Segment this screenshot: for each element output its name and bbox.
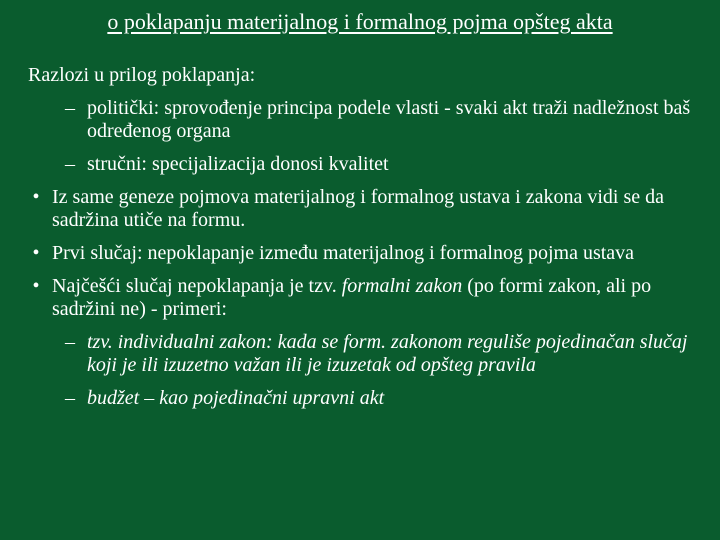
bullet-marker: • (32, 275, 40, 297)
list-item-text: Razlozi u prilog poklapanja: (28, 64, 256, 86)
list-item (28, 97, 708, 143)
list-item (28, 331, 708, 377)
slide-body (28, 64, 708, 420)
dash-marker: – (65, 387, 75, 409)
list-item-text-italic: formalni zakon (341, 275, 463, 297)
bullet-marker: • (32, 242, 40, 264)
bullet-marker: • (32, 186, 40, 208)
dash-marker: – (65, 153, 75, 175)
list-item-text: Iz same geneze pojmova materijalnog i formalnog ustava i zakona vidi se da sadržina utiče na formu. (52, 186, 665, 231)
list-item (28, 387, 708, 410)
dash-marker: – (65, 331, 75, 353)
slide-title: o poklapanju materijalnog i formalnog pojma opšteg akta (107, 9, 613, 34)
list-item-text: stručni: specijalizacija donosi kvalitet (87, 153, 389, 175)
list-item-text-before: Najčešći slučaj nepoklapanja je tzv. (52, 275, 342, 297)
list-item (28, 153, 708, 176)
list-item (28, 186, 708, 232)
list-item-text: tzv. individualni zakon: kada se form. zakonom reguliše pojedinačan slučaj koji je ili izuzetno važan ili je izuzetak od opšteg pravila (87, 331, 688, 376)
list-item-text: politički: sprovođenje principa podele vlasti - svaki akt traži nadležnost baš određenog organa (87, 97, 691, 142)
list-item-text-after: (po formi zakon, ali po sadržini ne) - primeri: (52, 275, 652, 320)
list-item (28, 242, 708, 265)
dash-marker: – (65, 97, 75, 119)
list-item-text: budžet – kao pojedinačni upravni akt (87, 387, 385, 409)
list-item (28, 275, 708, 321)
list-item-text: Prvi slučaj: nepoklapanje između materijalnog i formalnog pojma ustava (52, 242, 635, 264)
list-item (28, 64, 708, 87)
